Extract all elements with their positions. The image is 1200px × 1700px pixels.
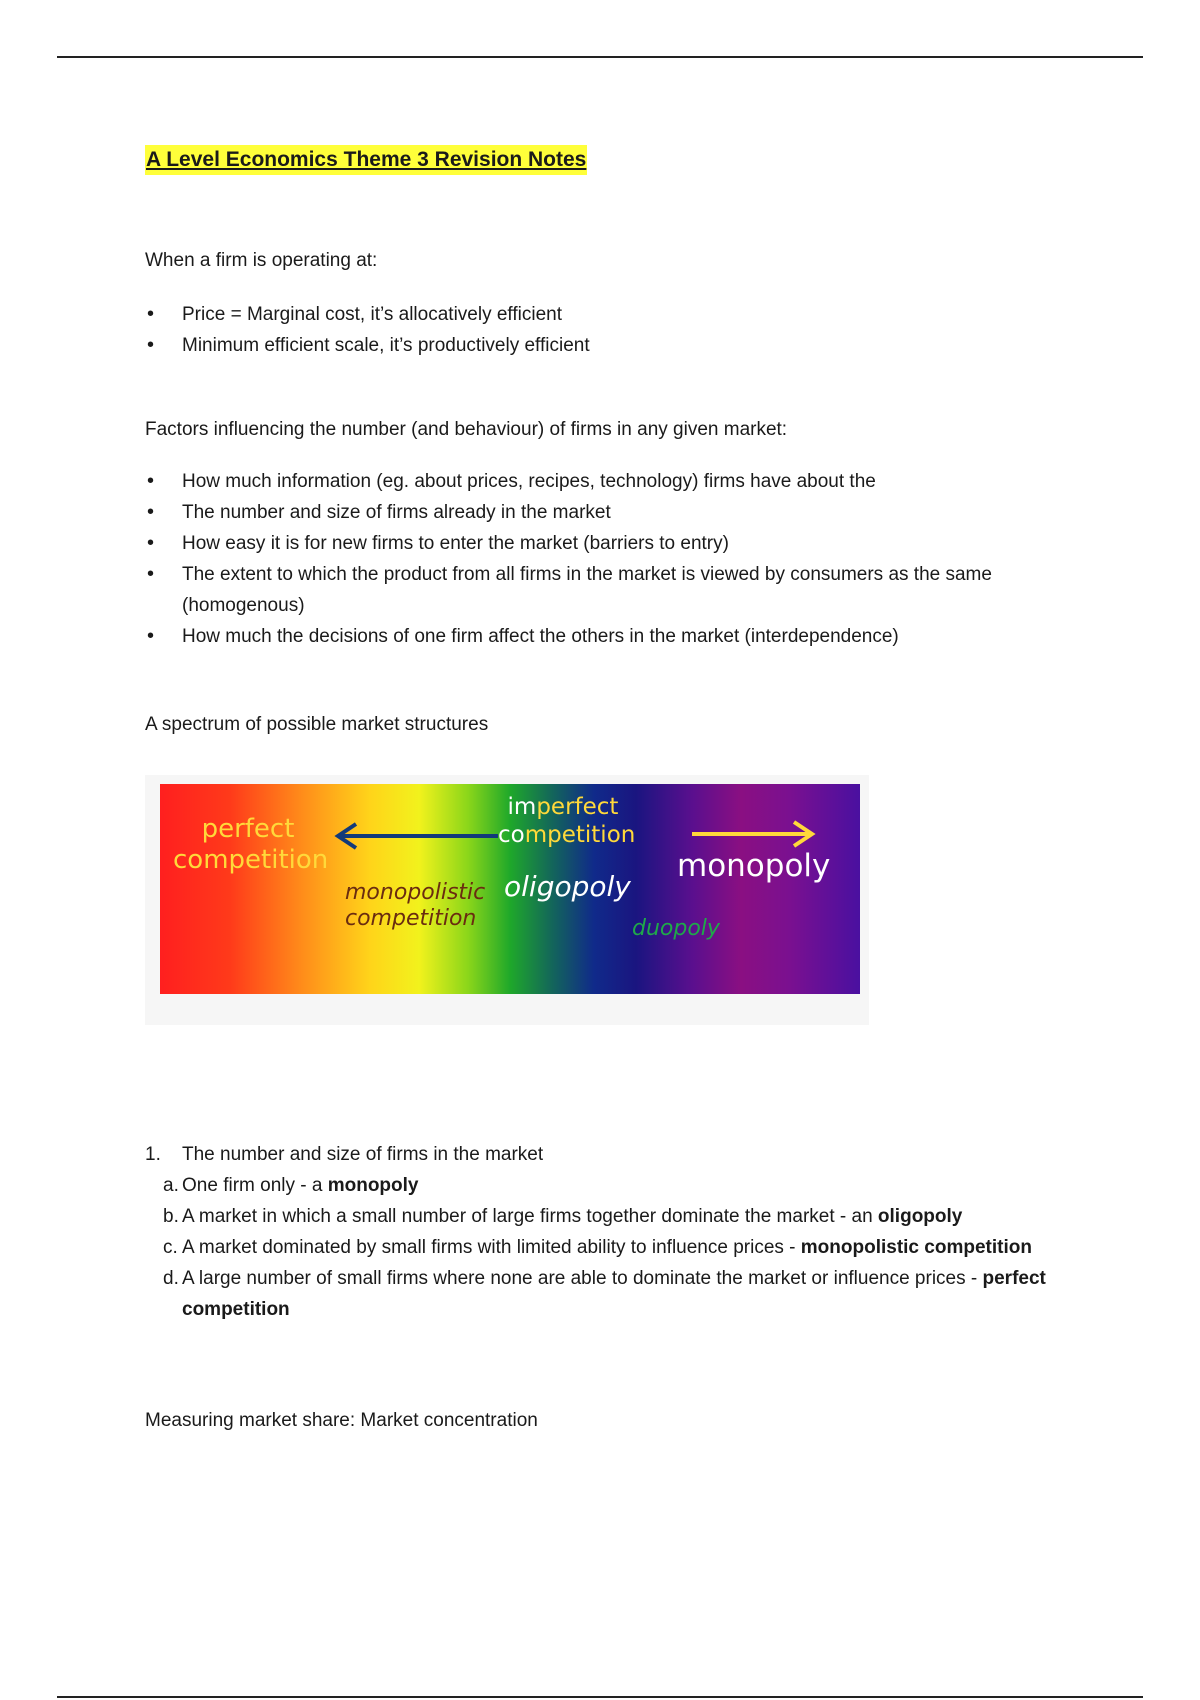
list-item: • How much information (eg. about prices, recipes, technology) firms have about the xyxy=(145,466,1095,497)
list-item-text: The number and size of firms in the market xyxy=(182,1144,544,1165)
spectrum-caption: A spectrum of possible market structures xyxy=(145,714,489,735)
label-oligopoly: oligopoly xyxy=(504,870,631,903)
efficiency-list xyxy=(145,299,1095,361)
sub-list-item: a. One firm only - a monopoly xyxy=(163,1175,419,1196)
spectrum-figure xyxy=(145,775,869,1025)
numbered-list xyxy=(145,1139,1062,1325)
list-number: 1. xyxy=(145,1144,161,1165)
label-imperfect-competition: imperfect competition xyxy=(498,794,636,848)
right-arrow-icon xyxy=(692,822,812,846)
sub-list xyxy=(163,1170,1062,1325)
left-arrow-icon xyxy=(338,824,498,848)
list-item: • The number and size of firms already in the market xyxy=(145,497,1095,528)
sub-list-item: d. A large number of small firms where none are able to dominate the market or influence prices - perfect competition xyxy=(163,1268,1046,1320)
efficiency-intro: When a firm is operating at: xyxy=(145,250,378,271)
label-perfect-competition: perfect competition xyxy=(173,814,329,876)
factors-intro: Factors influencing the number (and behaviour) of firms in any given market: xyxy=(145,419,788,440)
bottom-rule xyxy=(57,1696,1143,1698)
list-item: • The extent to which the product from all firms in the market is viewed by consumers as the same (homogenous) xyxy=(145,559,1095,621)
list-item: • How much the decisions of one firm affect the others in the market (interdependence) xyxy=(145,621,1095,652)
factors-list xyxy=(145,466,1095,652)
list-item xyxy=(145,1139,1062,1325)
label-monopoly: monopoly xyxy=(677,848,831,884)
sub-list-item: c. A market dominated by small firms with limited ability to influence prices - monopolistic competition xyxy=(163,1237,1032,1258)
market-share-heading: Measuring market share: Market concentration xyxy=(145,1410,538,1431)
document-title: A Level Economics Theme 3 Revision Notes xyxy=(145,145,587,175)
top-rule xyxy=(57,56,1143,58)
list-item: • Price = Marginal cost, it’s allocatively efficient xyxy=(145,299,1095,330)
label-duopoly: duopoly xyxy=(632,916,720,941)
list-item: • How easy it is for new firms to enter the market (barriers to entry) xyxy=(145,528,1095,559)
label-monopolistic-competition: monopolistic competition xyxy=(345,880,486,932)
list-item: • Minimum efficient scale, it’s productively efficient xyxy=(145,330,1095,361)
market-structure-spectrum xyxy=(160,784,860,994)
sub-list-item: b. A market in which a small number of large firms together dominate the market - an oligopoly xyxy=(163,1206,963,1227)
